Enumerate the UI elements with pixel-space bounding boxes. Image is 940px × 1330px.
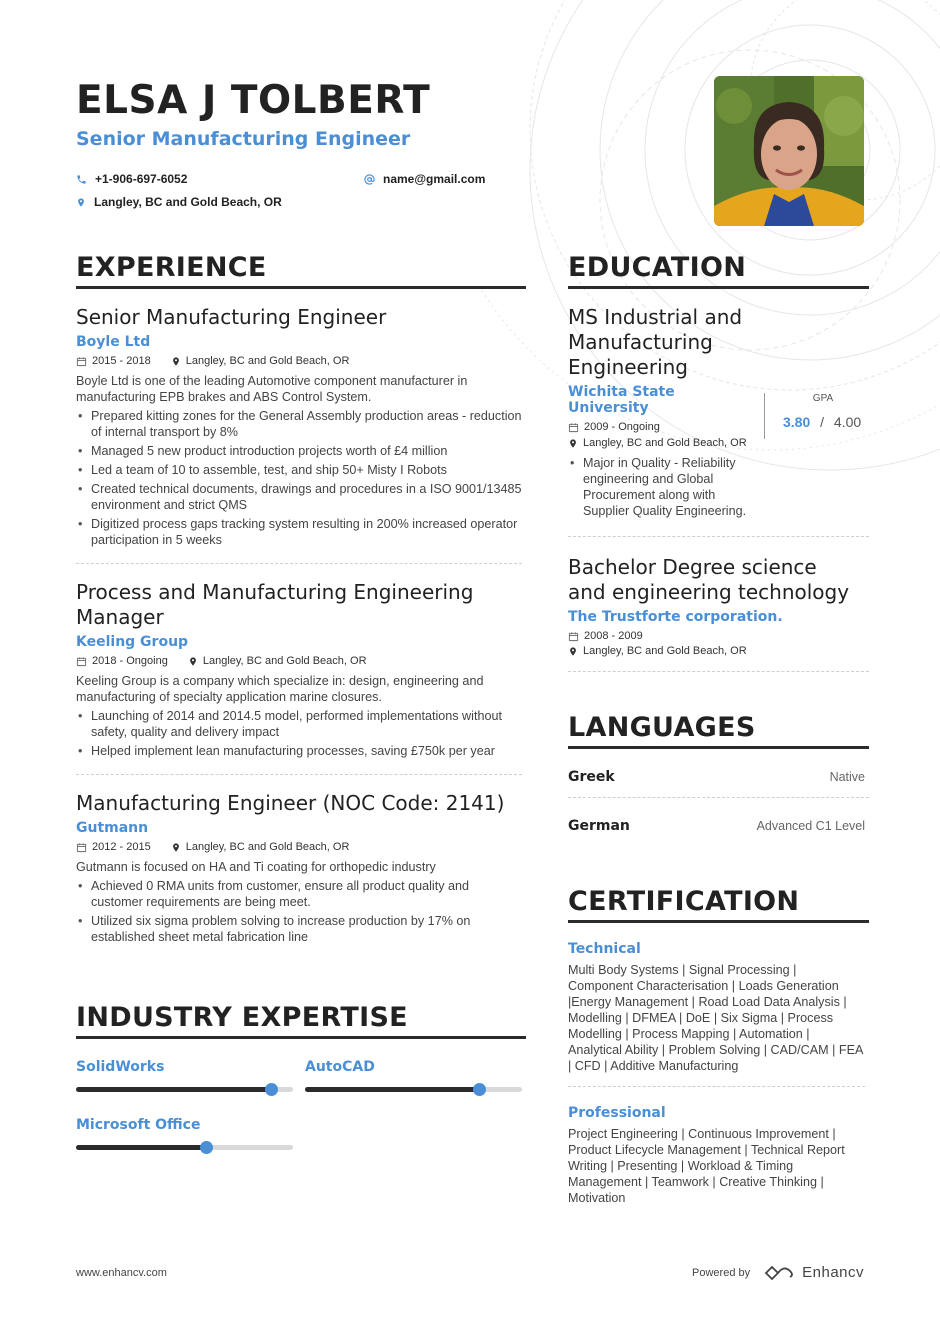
contact-email[interactable] xyxy=(364,172,485,186)
languages-list xyxy=(568,749,869,846)
skill-level-knob xyxy=(265,1083,278,1096)
bullet-item: • Achieved 0 RMA units from customer, ensure all product quality and customer requirements are being meet. xyxy=(76,878,522,910)
job-bullets xyxy=(76,708,522,759)
resume-header xyxy=(76,78,696,222)
skill-bar xyxy=(305,1087,522,1092)
language-item xyxy=(568,798,869,846)
bullet-item: • Led a team of 10 to assemble, test, and ship 50+ Misty I Robots xyxy=(76,462,522,478)
experience-item xyxy=(76,775,522,960)
language-item xyxy=(568,749,869,798)
bullet-item: • Helped implement lean manufacturing processes, saving £750k per year xyxy=(76,743,522,759)
left-column xyxy=(76,252,526,1150)
map-pin-icon xyxy=(171,356,181,367)
job-title: Senior Manufacturing Engineer xyxy=(76,305,387,329)
bullet-item: • Launching of 2014 and 2014.5 model, performed implementations without safety, quality and delivery impact xyxy=(76,708,522,740)
job-description: Boyle Ltd is one of the leading Automotive component manufacturer in manufacturing EPB brakes and ABS Control System. xyxy=(76,374,468,404)
website-link[interactable]: www.enhancv.com xyxy=(76,1266,167,1279)
calendar-icon xyxy=(568,631,579,642)
certification-heading: CERTIFICATION xyxy=(568,886,869,923)
experience-item xyxy=(76,289,522,564)
expertise-heading: INDUSTRY EXPERTISE xyxy=(76,1002,526,1039)
edu-bullets xyxy=(568,455,754,519)
school-name[interactable]: Wichita State University xyxy=(568,384,675,416)
languages-heading: LANGUAGES xyxy=(568,712,869,749)
bullet-item: • Managed 5 new product introduction projects worth of £4 million xyxy=(76,443,522,459)
job-bullets xyxy=(76,408,522,548)
at-icon xyxy=(364,174,375,185)
language-level: Native xyxy=(829,770,865,784)
footer xyxy=(76,1264,864,1281)
degree-title: MS Industrial and Manufacturing Engineering xyxy=(568,305,743,379)
skill-item xyxy=(76,1059,293,1092)
map-pin-icon xyxy=(171,842,181,853)
edu-location: Langley, BC and Gold Beach, OR xyxy=(568,436,754,450)
certification-title: Technical xyxy=(568,941,641,957)
contact-phone[interactable] xyxy=(76,172,187,186)
job-title: Process and Manufacturing Engineering Manager xyxy=(76,580,474,629)
experience-heading: EXPERIENCE xyxy=(76,252,526,289)
experience-item xyxy=(76,564,522,775)
candidate-title: Senior Manufacturing Engineer xyxy=(76,128,411,150)
job-location: Langley, BC and Gold Beach, OR xyxy=(171,355,350,367)
map-pin-icon xyxy=(568,438,578,449)
certification-list xyxy=(568,923,869,1218)
job-dates: 2015 - 2018 xyxy=(76,355,151,367)
powered-by xyxy=(692,1264,864,1281)
skills-grid xyxy=(76,1059,526,1150)
right-column xyxy=(568,252,869,1218)
gpa-value: 3.80 / 4.00 xyxy=(783,414,862,430)
portrait-illustration xyxy=(714,76,864,226)
edu-dates: 2009 - Ongoing xyxy=(568,421,754,433)
language-level: Advanced C1 Level xyxy=(756,819,865,833)
job-dates: 2012 - 2015 xyxy=(76,841,151,853)
gpa-label: GPA xyxy=(812,393,834,404)
company-name[interactable]: Boyle Ltd xyxy=(76,334,151,350)
skill-name: SolidWorks xyxy=(76,1059,165,1075)
school-name[interactable]: The Trustforte corporation. xyxy=(568,609,783,625)
skill-item xyxy=(305,1059,522,1092)
map-pin-icon xyxy=(76,197,86,208)
skill-name: Microsoft Office xyxy=(76,1117,201,1133)
phone-icon xyxy=(76,174,87,185)
company-name[interactable]: Keeling Group xyxy=(76,634,189,650)
edu-location: Langley, BC and Gold Beach, OR xyxy=(568,645,869,657)
bullet-item: • Created technical documents, drawings and procedures in a ISO 9001/13485 environment and strict QMS xyxy=(76,481,522,513)
job-bullets xyxy=(76,878,522,945)
gpa-block xyxy=(764,393,864,439)
skill-name: AutoCAD xyxy=(305,1059,375,1075)
edu-dates: 2008 - 2009 xyxy=(568,630,869,642)
skill-item xyxy=(76,1117,293,1150)
education-item xyxy=(568,289,869,537)
enhancv-logo-icon xyxy=(764,1265,796,1281)
skill-level-knob xyxy=(200,1141,213,1154)
phone-text: +1-906-697-6052 xyxy=(95,172,188,186)
map-pin-icon xyxy=(568,646,578,657)
certification-body: Project Engineering | Continuous Improvement | Product Lifecycle Management | Technical Report Writing | Presenting | Workload & Timing Management | Teamwork | Creative Thinking | Motivation xyxy=(568,1127,845,1205)
calendar-icon xyxy=(76,842,87,853)
skill-bar xyxy=(76,1145,293,1150)
job-meta xyxy=(76,841,522,853)
certification-item xyxy=(568,923,865,1087)
experience-list xyxy=(76,289,526,960)
job-meta xyxy=(76,355,522,367)
contact-location xyxy=(76,195,282,209)
job-location: Langley, BC and Gold Beach, OR xyxy=(188,655,367,667)
skill-bar xyxy=(76,1087,293,1092)
brand-logo[interactable] xyxy=(764,1264,864,1281)
calendar-icon xyxy=(76,656,87,667)
bullet-item: • Digitized process gaps tracking system resulting in 200% increased operator participation in 5 weeks xyxy=(76,516,522,548)
education-heading: EDUCATION xyxy=(568,252,869,289)
bullet-item: • Major in Quality - Reliability engineering and Global Procurement along with Supplier Quality Engineering. xyxy=(568,455,754,519)
job-location: Langley, BC and Gold Beach, OR xyxy=(171,841,350,853)
company-name[interactable]: Gutmann xyxy=(76,820,149,836)
job-description: Keeling Group is a company which specialize in: design, engineering and manufacturing of specialty application marine closures. xyxy=(76,674,484,704)
email-text: name@gmail.com xyxy=(383,172,486,186)
degree-title: Bachelor Degree science and engineering technology xyxy=(568,555,850,604)
contact-info xyxy=(76,172,696,222)
certification-item xyxy=(568,1087,865,1218)
certification-body: Multi Body Systems | Signal Processing | Component Characterisation | Loads Generation |Energy Management | Road Load Data Analysis | Modelling | DFMEA | DoE | Six Sigma | Process Modelling | Process Mapping | Automation | Analytical Ability | Problem Solving | CAD/CAM | FEA | CFD | Additive Manufacturing xyxy=(568,963,863,1073)
language-name: German xyxy=(568,818,630,834)
skill-level-knob xyxy=(473,1083,486,1096)
job-meta xyxy=(76,655,522,667)
education-item xyxy=(568,537,869,672)
candidate-name: ELSA J TOLBERT xyxy=(76,78,431,123)
certification-title: Professional xyxy=(568,1105,666,1121)
brand-name: Enhancv xyxy=(802,1264,864,1281)
job-description: Gutmann is focused on HA and Ti coating for orthopedic industry xyxy=(76,860,436,874)
map-pin-icon xyxy=(188,656,198,667)
calendar-icon xyxy=(568,422,579,433)
profile-photo xyxy=(714,76,864,226)
language-name: Greek xyxy=(568,769,615,785)
job-dates: 2018 - Ongoing xyxy=(76,655,168,667)
bullet-item: • Prepared kitting zones for the General Assembly production areas - reduction of internal transport by 8% xyxy=(76,408,522,440)
location-text: Langley, BC and Gold Beach, OR xyxy=(94,195,282,209)
job-title: Manufacturing Engineer (NOC Code: 2141) xyxy=(76,791,505,815)
bullet-item: • Utilized six sigma problem solving to increase production by 17% on established sheet metal fabrication line xyxy=(76,913,522,945)
powered-by-label: Powered by xyxy=(692,1266,751,1279)
calendar-icon xyxy=(76,356,87,367)
